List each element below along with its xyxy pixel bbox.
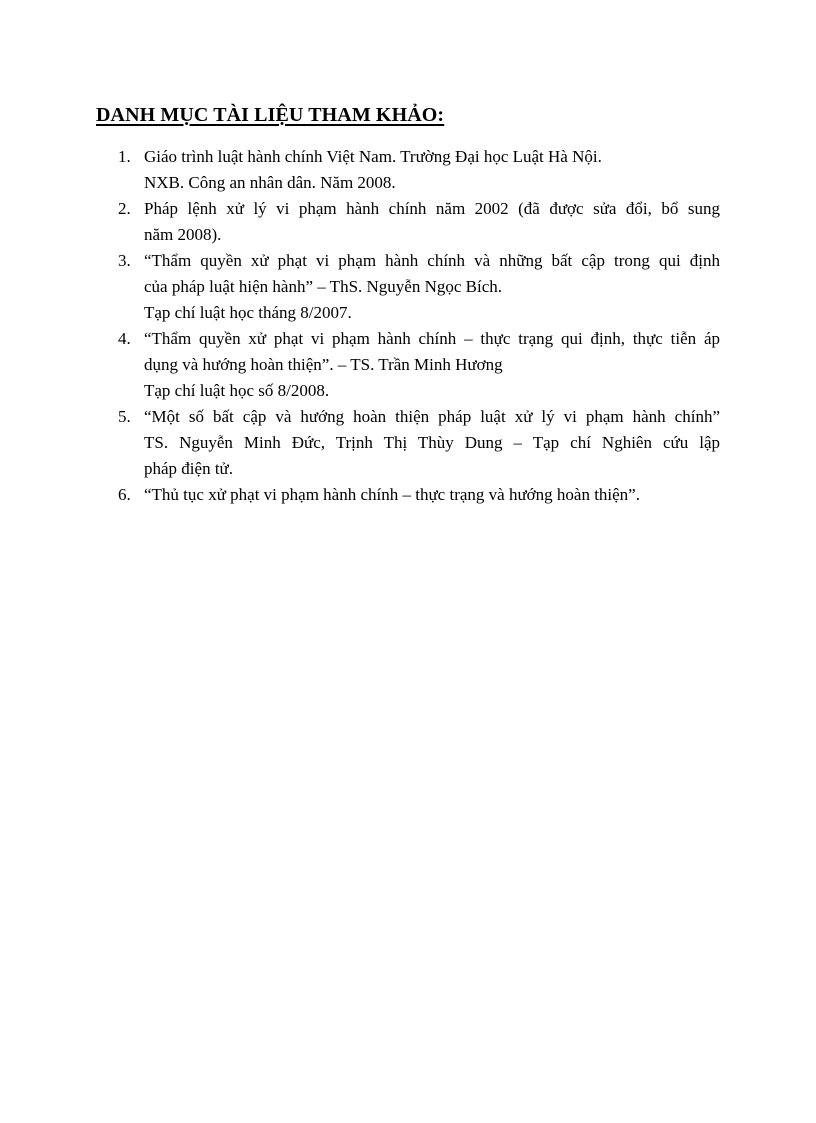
reference-line: Pháp lệnh xử lý vi phạm hành chính năm 2002 (đã được sửa đổi, bổ sung [144, 199, 720, 218]
reference-number: 1. [118, 147, 131, 166]
reference-line: “Một số bất cập và hướng hoàn thiện pháp luật xử lý vi phạm hành chính” [144, 407, 720, 426]
reference-line: pháp điện tử. [144, 459, 234, 478]
reference-item-3 [96, 248, 720, 326]
reference-line: TS. Nguyễn Minh Đức, Trịnh Thị Thùy Dung – Tạp chí Nghiên cứu lập [144, 433, 720, 452]
reference-line: “Thủ tục xử phạt vi phạm hành chính – thực trạng và hướng hoàn thiện”. [144, 485, 640, 504]
reference-line: dụng và hướng hoàn thiện”. – TS. Trần Minh Hương [144, 355, 503, 374]
reference-item-2 [96, 196, 720, 248]
reference-number: 2. [118, 199, 131, 218]
reference-line: Giáo trình luật hành chính Việt Nam. Trường Đại học Luật Hà Nội. [144, 147, 602, 166]
reference-line: Tạp chí luật học tháng 8/2007. [144, 303, 352, 322]
reference-line: “Thẩm quyền xử phạt vi phạm hành chính – thực trạng qui định, thực tiễn áp [144, 329, 720, 348]
reference-item-5 [96, 404, 720, 482]
reference-line: của pháp luật hiện hành” – ThS. Nguyễn Ngọc Bích. [144, 277, 503, 296]
page-title: DANH MỤC TÀI LIỆU THAM KHẢO: [96, 104, 445, 126]
reference-item-1 [96, 144, 720, 196]
reference-item-6 [96, 482, 720, 508]
reference-line: năm 2008). [144, 225, 222, 244]
reference-number: 4. [118, 329, 131, 348]
reference-number: 3. [118, 251, 131, 270]
reference-line: NXB. Công an nhân dân. Năm 2008. [144, 173, 396, 192]
reference-number: 6. [118, 485, 131, 504]
reference-line: Tạp chí luật học số 8/2008. [144, 381, 330, 400]
reference-list [96, 144, 720, 508]
reference-number: 5. [118, 407, 131, 426]
reference-item-4 [96, 326, 720, 404]
reference-line: “Thẩm quyền xử phạt vi phạm hành chính và những bất cập trong qui định [144, 251, 720, 270]
